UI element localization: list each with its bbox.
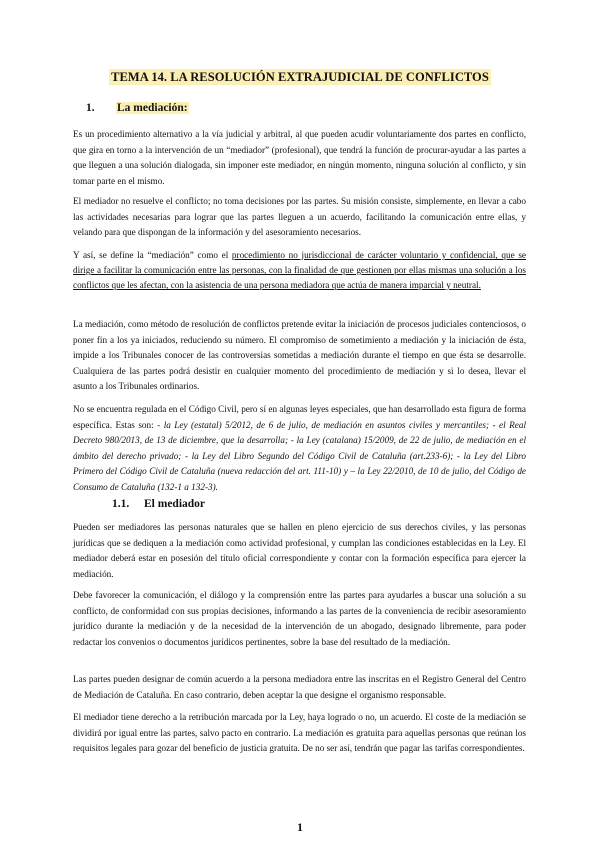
- title-text: TEMA 14. LA RESOLUCIÓN EXTRAJUDICIAL DE CONFLICTOS: [111, 70, 489, 84]
- regulation-laws: la Ley (estatal) 5/2012, de 6 de julio, de mediación en asuntos civiles y mercantiles; - el Real Decreto 980/2013, de 13 de diciembre, que la desarrolla; - la Ley (catalana) 15/2009, de 22 de julio, de mediación en el ámbito del derecho privado; - la Ley del Libro Segundo del Código Civil de Cataluña (art.233-6); - la Ley del Libro Primero del Código Civil de Cataluña (nueva redacción del art. 111-10) y – la Ley 22/2010, de 10 de julio, del Código de Consumo de Cataluña (132-1 a 132-3).: [73, 419, 526, 492]
- regulation-intro: No se encuentra regulada en el Código Civil, pero sí en algunas leyes especiales, que han desarrollado esta figura de forma específica. Estas son: -: [73, 404, 526, 430]
- paragraph-definition: Es un procedimiento alternativo a la vía judicial y arbitral, al que pueden acudir voluntariamente dos partes en conflicto, que gira en torno a la intervención de un “mediador” (profesional), que tendrá la función de procurar-ayudar a las partes a que lleguen a una solución dialogada, sin imponer este mediador, en ningún momento, ninguna solución al conflicto, y sin tomar parte en el mismo.: [73, 129, 526, 186]
- document-title: [0, 68, 600, 86]
- definition-intro: Y así, se define la “mediación” como el: [73, 250, 232, 260]
- page-number: 1: [297, 820, 303, 834]
- paragraph-regulation: [73, 402, 526, 495]
- subsection-heading-mediador: [112, 498, 205, 510]
- paragraph-mediator-duties: Debe favorecer la comunicación, el diálogo y la comprensión entre las partes para ayudarles a buscar una solución a su conflicto, de conformidad con sus propias decisiones, informando a las partes de la conveniencia de recibir asesoramiento jurídico durante la mediación y de la necesidad de la intervención de un abogado, designado libremente, para poder redactar los convenios o documentos jurídicos pertinentes, sobre la base del resultado de la mediación.: [73, 590, 526, 647]
- paragraph-who-can-mediate: Pueden ser mediadores las personas naturales que se hallen en pleno ejercicio de sus derechos civiles, y las personas jurídicas que se dediquen a la mediación como actividad profesional, y cumplan las condiciones establecidas en la Ley. El mediador deberá estar en posesión del título oficial correspondiente y contar con la formación específica para ejercer la mediación.: [73, 522, 526, 579]
- paragraph-purpose: La mediación, como método de resolución de conflictos pretende evitar la iniciación de procesos judiciales contenciosos, o poner fin a los ya iniciados, reduciendo su número. El compromiso de sometimiento a mediación y la iniciación de ésta, impide a los Tribunales conocer de las controversias sometidas a mediación durante el tiempo en que ésta se desarrolle. Cualquiera de las partes podrá desistir en cualquier momento del procedimiento de mediación y si lo desea, llevar el asunto a los Tribunales ordinarios.: [73, 319, 526, 391]
- paragraph-remuneration: El mediador tiene derecho a la retribución marcada por la Ley, haya logrado o no, un acuerdo. El coste de la mediación se dividirá por igual entre las partes, salvo pacto en contrario. La mediación es gratuita para aquellas personas que reúnan los requisitos legales para gozar del beneficio de justicia gratuita. De no ser así, tendrán que pagar las tarifas correspondientes.: [73, 712, 526, 753]
- subsection-number: 1.1.: [112, 498, 130, 510]
- section-heading-text: La mediación:: [117, 102, 188, 114]
- paragraph-mediator-role: El mediador no resuelve el conflicto; no toma decisiones por las partes. Su misión consiste, simplemente, en llevar a cabo las actividades necesarias para lograr que las partes lleguen a un acuerdo, facilitando la comunicación entre ellas, y velando para que dispongan de la información y del asesoramiento necesarios.: [73, 196, 526, 237]
- definition-underlined: procedimiento no jurisdiccional de carácter voluntario y confidencial, que se dirige a facilitar la comunicación entre las personas, con la finalidad de que gestionen por ellas mismas una solución a los conflictos que les afectan, con la asistencia de una persona mediadora que actúa de manera imparcial y neutral.: [73, 250, 526, 290]
- section-number: 1.: [86, 102, 95, 114]
- paragraph-formal-definition: [73, 248, 526, 293]
- paragraph-designation: Las partes pueden designar de común acuerdo a la persona mediadora entre las inscritas en el Registro General del Centro de Mediación de Cataluña. En caso contrario, deben aceptar la que designe el organismo responsable.: [73, 674, 526, 700]
- subsection-heading-text: El mediador: [144, 498, 206, 510]
- section-heading-mediacion: [86, 102, 189, 114]
